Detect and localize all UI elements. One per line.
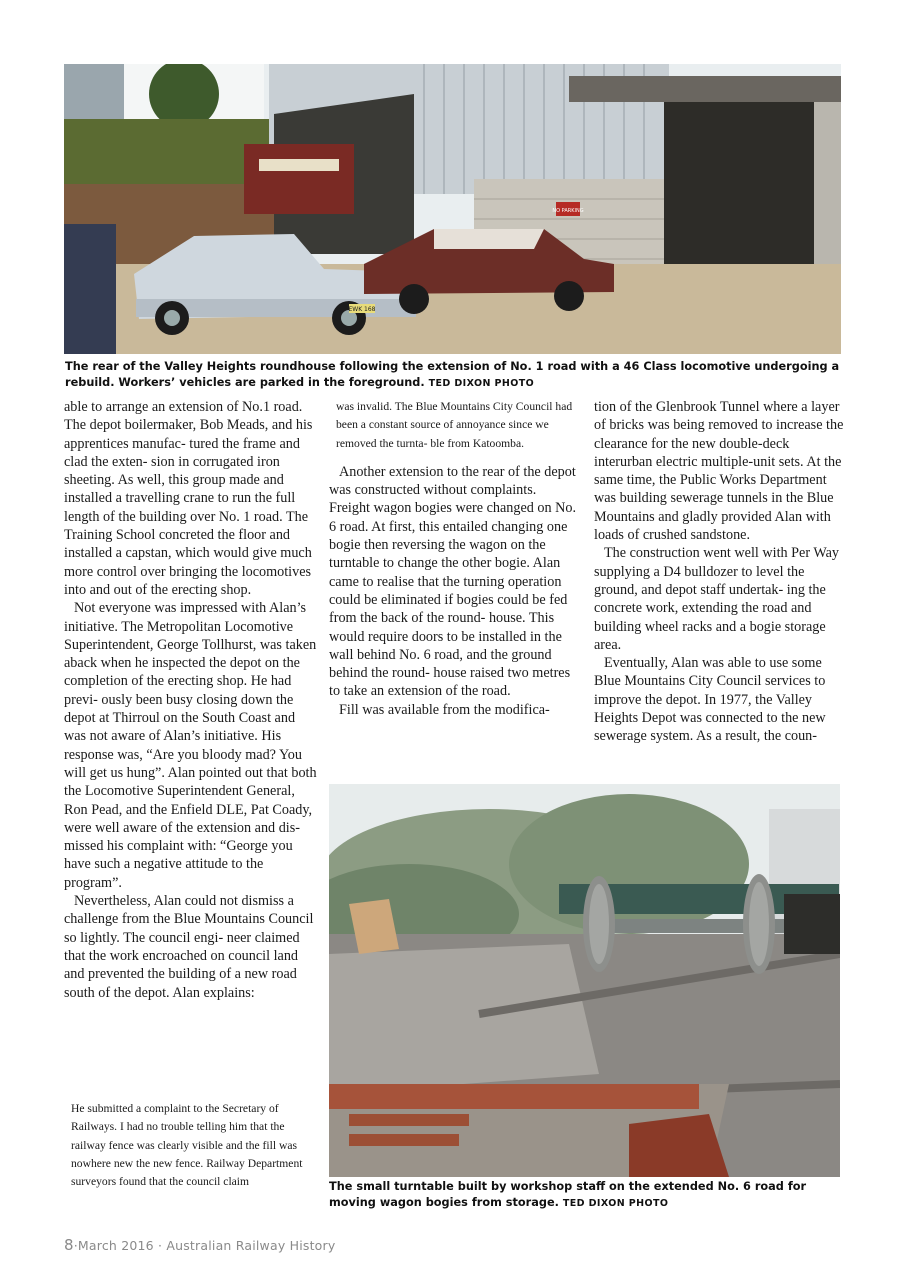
- col3-paragraph-2: The construction went well with Per Way supplying a D4 bulldozer to level the ground, and depot staff undertak- ing the concrete work, extending the road and building wheel racks and a bogie storage area.: [594, 545, 840, 653]
- no-parking-sign: NO PARKING: [552, 208, 584, 214]
- bottom-caption-text: The small turntable built by workshop staff on the extended No. 6 road for moving wagon bogies from storage.: [329, 1180, 807, 1209]
- column-2: [329, 398, 579, 719]
- col1-paragraph-2: Not everyone was impressed with Alan’s initiative. The Metropolitan Locomotive Superintendent, George Tollhurst, was taken aback when he inspected the depot on the completion of the erecting shop. He had previ- ously been busy closing down the depot at Thirroul on the South Coast and was not aware of Alan’s initiative. His response was, “Are you bloody mad? You will get us hung”. Alan pointed out that both the Locomotive Superintendent General, Ron Pead, and the Enfield DLE, Pat Coady, were well aware of the extension and dis- missed his complaint with: “George you have such a negative attitude to the program”.: [64, 600, 317, 891]
- turntable-photo: [329, 784, 840, 1177]
- page-footer: [64, 1236, 335, 1254]
- col2-paragraph-1: Another extension to the rear of the depot was constructed without complaints. Freight wagon bogies were changed on No. 6 road. At first, this entailed changing one bogie then reversing the wagon on the turntable to change the other bogie. Alan came to realise that the turning operation could be eliminated if bogies could be fed from the back of the round- house. This would require doors to be installed in the wall behind No. 6 road, and the ground behind the round- house raised two metres to take an extension of the road.: [329, 463, 577, 700]
- col1-paragraph-1: able to arrange an extension of No.1 road. The depot boilermaker, Bob Meads, and his apprentices manufac- tured the frame and clad the exten- sion in corrugated iron sheeting. As well, this group made and installed a travelling crane to run the full length of the building over No. 1 road. The Training School concreted the floor and installed a capstan, which would give much more control over bringing the locomotives into and out of the erecting shop.: [64, 399, 313, 598]
- column-3: [594, 398, 844, 746]
- page-number: 8: [64, 1236, 74, 1254]
- col3-paragraph-3: Eventually, Alan was able to use some Blue Mountains City Council services to improve the depot. In 1977, the Valley Heights Depot was connected to the new sewerage system. As a result, the coun-: [594, 655, 826, 745]
- column-1: [64, 398, 319, 1002]
- top-photo-caption: [65, 359, 845, 392]
- top-caption-text: The rear of the Valley Heights roundhouse following the extension of No. 1 road with a 46 Class locomotive undergoing a rebuild. Workers’ vehicles are parked in the foreground.: [65, 360, 840, 389]
- col3-paragraph-1: tion of the Glenbrook Tunnel where a layer of bricks was being removed to increase the clearance for the new double-deck interurban electric multiple-unit sets. At the same time, the Public Works Department was building sewerage tunnels in the Blue Mountains and gladly provided Alan with loads of crushed sandstone.: [594, 399, 844, 544]
- col1-block-quote: He submitted a complaint to the Secretary of Railways. I had no trouble telling him that the railway fence was clearly visible and the fill was nowhere new the new fence. Railway Department surveyors found that the council claim: [71, 1102, 303, 1189]
- plate-text: EWK 168: [348, 306, 376, 313]
- bottom-photo-credit: TED DIXON PHOTO: [562, 1198, 669, 1209]
- col2-block-quote: was invalid. The Blue Mountains City Council had been a constant source of annoyance since we removed the turnta- ble from Katoomba.: [336, 400, 573, 450]
- bottom-photo-caption: [329, 1179, 849, 1212]
- top-photo-credit: TED DIXON PHOTO: [428, 378, 535, 389]
- col2-paragraph-2: Fill was available from the modifica-: [339, 701, 550, 718]
- col1-paragraph-3: Nevertheless, Alan could not dismiss a challenge from the Blue Mountains Council so lightly. The council engi- neer claimed that the work encroached on council land and prevented the building of a new road south of the depot. Alan explains:: [64, 893, 314, 1001]
- roundhouse-photo: [64, 64, 841, 354]
- issue-line: ·March 2016 · Australian Railway History: [73, 1238, 336, 1253]
